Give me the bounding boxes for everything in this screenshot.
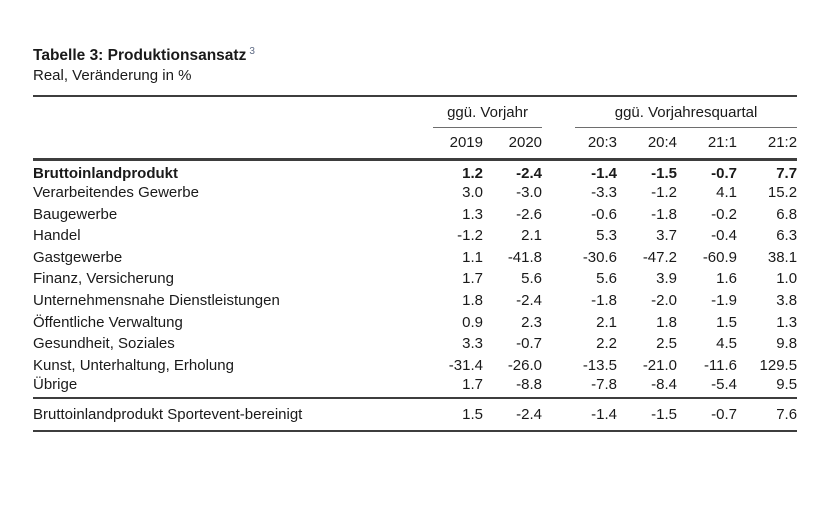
col-header-20-4: 20:4: [617, 128, 677, 159]
value-cell: 3.7: [656, 227, 678, 245]
row-label: Bruttoinlandprodukt: [33, 164, 178, 182]
value-cell: 1.1: [462, 248, 483, 266]
value-cell: -1.2: [651, 183, 678, 201]
value-cell: 6.3: [776, 227, 798, 245]
footer-value-cell: -0.7: [677, 398, 737, 431]
col-header-2019: 2019: [425, 128, 483, 159]
value-cell: -3.0: [516, 183, 543, 201]
value-cell: -30.6: [582, 248, 618, 266]
page-title-text: Tabelle 3: Produktionsansatz: [33, 47, 247, 65]
value-cell: 1.7: [462, 270, 483, 288]
footer-value-cell: 1.5: [425, 398, 483, 431]
value-cell: 3.8: [776, 291, 798, 309]
value-cell: 2.2: [596, 335, 618, 353]
value-cell: 1.5: [716, 313, 738, 331]
row-label: Öffentliche Verwaltung: [33, 313, 183, 331]
value-cell: 2.1: [596, 313, 618, 331]
value-cell: 1.8: [656, 313, 678, 331]
value-cell: -60.9: [702, 248, 738, 266]
footnote-marker: 3: [249, 46, 255, 57]
value-cell: -31.4: [448, 356, 483, 374]
colhead-spacer-cell: [33, 128, 425, 159]
value-cell: 3.3: [462, 335, 483, 353]
footer-value-cell: -1.4: [542, 398, 617, 431]
table-footer: [33, 398, 797, 431]
value-cell: 9.8: [776, 335, 798, 353]
column-group-row: [33, 96, 797, 128]
table-row: [33, 203, 797, 225]
value-cell: -21.0: [642, 356, 678, 374]
production-table: [33, 95, 797, 432]
value-cell: -2.4: [516, 164, 543, 182]
footer-value-cell: 7.6: [737, 398, 797, 431]
row-label: Gastgewerbe: [33, 248, 123, 266]
group-spacer-cell: [33, 96, 425, 128]
value-cell: -0.7: [711, 164, 738, 182]
table-row: [33, 333, 797, 355]
table-row: [33, 290, 797, 312]
value-cell: 1.3: [776, 313, 798, 331]
col-header-20-3: 20:3: [542, 128, 617, 159]
value-cell: 15.2: [767, 183, 798, 201]
table-row: [33, 376, 797, 398]
table-row: [33, 225, 797, 247]
value-cell: 3.9: [656, 270, 678, 288]
group-header-vorjahresquartal-label: ggü. Vorjahresquartal: [575, 104, 797, 128]
value-cell: -26.0: [507, 356, 543, 374]
value-cell: -3.3: [591, 183, 618, 201]
page-title: [33, 42, 800, 66]
row-label: Verarbeitendes Gewerbe: [33, 183, 199, 201]
value-cell: 4.1: [716, 183, 738, 201]
value-cell: -2.4: [516, 291, 543, 309]
value-cell: 1.2: [462, 164, 483, 182]
value-cell: -7.8: [591, 376, 618, 393]
value-cell: 38.1: [767, 248, 798, 266]
value-cell: -0.7: [516, 335, 543, 353]
value-cell: 129.5: [759, 356, 798, 374]
value-cell: 6.8: [776, 205, 798, 223]
value-cell: -1.4: [591, 164, 618, 182]
col-header-21-2: 21:2: [737, 128, 797, 159]
value-cell: -1.8: [591, 291, 618, 309]
value-cell: 9.5: [776, 376, 798, 393]
value-cell: 2.5: [656, 335, 678, 353]
value-cell: -0.2: [711, 205, 738, 223]
row-label: Übrige: [33, 376, 78, 393]
value-cell: -11.6: [703, 356, 738, 374]
value-cell: 5.6: [521, 270, 543, 288]
value-cell: -0.4: [711, 227, 738, 245]
page-subtitle: Real, Veränderung in %: [33, 67, 192, 85]
column-header-row: [33, 128, 797, 159]
value-cell: 1.7: [462, 376, 483, 393]
table-row: [33, 311, 797, 333]
group-header-vorjahr-label: ggü. Vorjahr: [433, 104, 542, 128]
col-header-21-1: 21:1: [677, 128, 737, 159]
value-cell: 4.5: [716, 335, 738, 353]
value-cell: -13.5: [582, 356, 618, 374]
value-cell: 1.8: [462, 291, 483, 309]
footer-value-cell: -2.4: [483, 398, 542, 431]
value-cell: -8.8: [516, 376, 543, 393]
value-cell: 5.6: [596, 270, 618, 288]
value-cell: -1.9: [711, 291, 738, 309]
footer-value-cell: -1.5: [617, 398, 677, 431]
value-cell: 1.3: [462, 205, 483, 223]
row-label: Kunst, Unterhaltung, Erholung: [33, 356, 234, 374]
value-cell: 2.3: [521, 313, 543, 331]
value-cell: -2.0: [651, 291, 678, 309]
table-header: [33, 96, 797, 159]
value-cell: -0.6: [591, 205, 618, 223]
group-header-vorjahr: [425, 96, 542, 128]
row-label: Baugewerbe: [33, 205, 118, 223]
value-cell: 1.6: [716, 270, 738, 288]
value-cell: -8.4: [651, 376, 678, 393]
value-cell: 2.1: [521, 227, 543, 245]
value-cell: -1.2: [457, 227, 483, 245]
value-cell: 1.0: [776, 270, 798, 288]
table-row: [33, 159, 797, 182]
row-label: Finanz, Versicherung: [33, 270, 174, 288]
value-cell: 7.7: [776, 164, 798, 182]
footer-row: [33, 398, 797, 431]
row-label: Unternehmensnahe Dienstleistungen: [33, 291, 280, 309]
value-cell: -1.5: [651, 164, 678, 182]
value-cell: 5.3: [596, 227, 618, 245]
table-row: [33, 268, 797, 290]
value-cell: -1.8: [651, 205, 678, 223]
row-label: Gesundheit, Soziales: [33, 335, 175, 353]
table-row: [33, 182, 797, 204]
table-row: [33, 354, 797, 376]
value-cell: -47.2: [642, 248, 678, 266]
group-header-vorjahresquartal: [542, 96, 797, 128]
table-row: [33, 246, 797, 268]
footer-row-label: Bruttoinlandprodukt Sportevent-bereinigt: [33, 398, 425, 431]
col-header-2020: 2020: [483, 128, 542, 159]
value-cell: 3.0: [462, 183, 483, 201]
value-cell: 0.9: [462, 313, 483, 331]
value-cell: -5.4: [711, 376, 738, 393]
value-cell: -2.6: [516, 205, 543, 223]
table-body: [33, 159, 797, 398]
row-label: Handel: [33, 227, 81, 245]
value-cell: -41.8: [507, 248, 543, 266]
